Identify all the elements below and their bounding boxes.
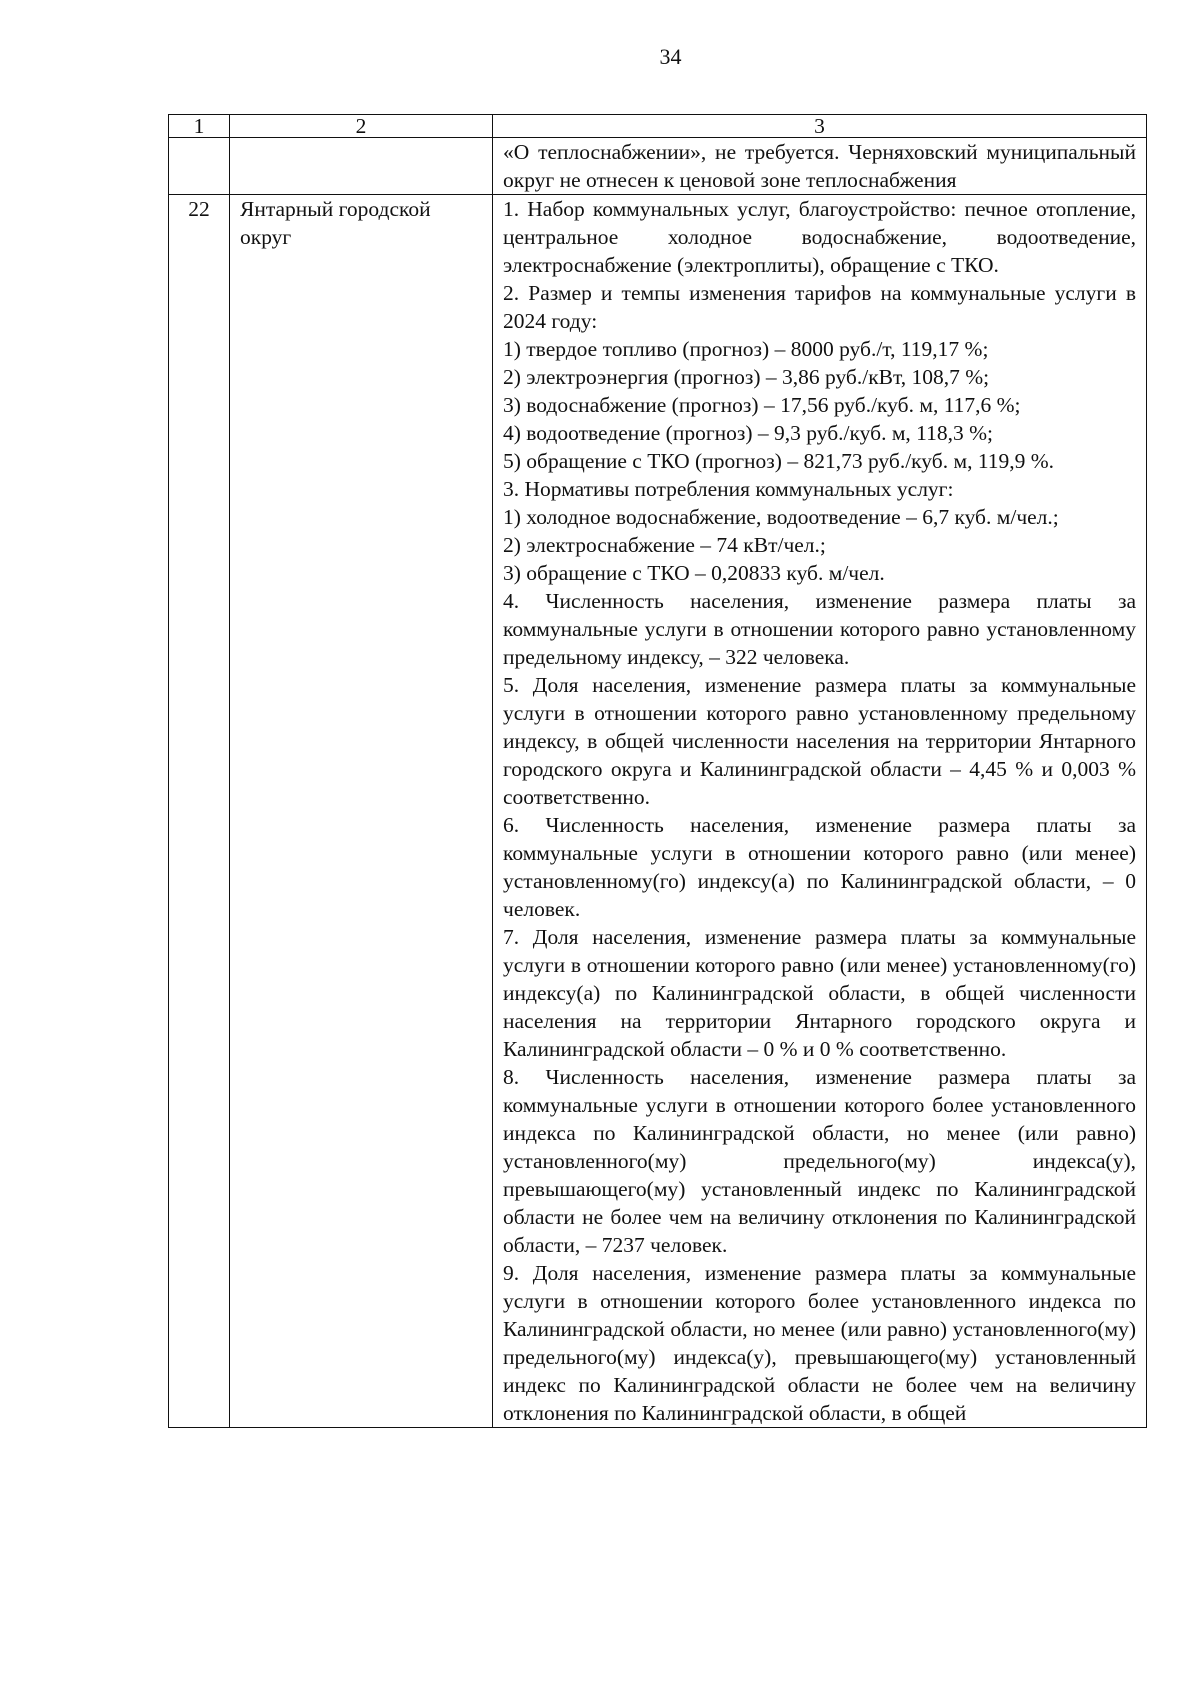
header-col-1: 1 (169, 115, 230, 138)
section-5-share: 5. Доля населения, изменение размера платы за коммунальные услуги в отношении которого равно установленному предельному индексу, в общей численности населения на территории Янтарного городского округа и Калининградской области – 4,45 % и 0,003 % соответственно. (503, 673, 1136, 809)
section-7-share: 7. Доля населения, изменение размера платы за коммунальные услуги в отношении которого равно (или менее) установленному(го) индексу(а) по Калининградской области, в общей численности населения на территории Янтарного городского округа и Калининградской области – 0 % и 0 % соответственно. (503, 925, 1136, 1061)
norm-waste: 3) обращение с ТКО – 0,20833 куб. м/чел. (503, 561, 885, 585)
header-col-2: 2 (230, 115, 493, 138)
tariff-electricity: 2) электроэнергия (прогноз) – 3,86 руб./кВт, 108,7 %; (503, 365, 990, 389)
row-text (493, 195, 1147, 1428)
tariff-water-supply: 3) водоснабжение (прогноз) – 17,56 руб./куб. м, 117,6 %; (503, 393, 1021, 417)
table-row (169, 195, 1147, 1428)
row-number: 22 (169, 195, 230, 1428)
section-4-population: 4. Численность населения, изменение размера платы за коммунальные услуги в отношении которого равно установленному предельному индексу, – 322 человека. (503, 589, 1136, 669)
section-9-share: 9. Доля населения, изменение размера платы за коммунальные услуги в отношении которого более установленного индекса по Калининградской области, но менее (или равно) установленного(му) предельного(му) индекса(у), превышающего(му) установленный индекс по Калининградской области не более чем на величину отклонения по Калининградской области, в общей (503, 1261, 1136, 1425)
section-3-norms: 3. Нормативы потребления коммунальных услуг: (503, 477, 954, 501)
row-number (169, 138, 230, 195)
tariff-water-disposal: 4) водоотведение (прогноз) – 9,3 руб./куб. м, 118,3 %; (503, 421, 994, 445)
section-1-services: 1. Набор коммунальных услуг, благоустройство: печное отопление, центральное холодное водоснабжение, водоотведение, электроснабжение (электроплиты), обращение с ТКО. (503, 197, 1136, 277)
row-name: Янтарный городской округ (230, 195, 493, 1428)
table-row (169, 138, 1147, 195)
row-paragraph: «О теплоснабжении», не требуется. Черняховский муниципальный округ не отнесен к ценовой зоне теплоснабжения (503, 140, 1136, 192)
row-name (230, 138, 493, 195)
norm-water: 1) холодное водоснабжение, водоотведение – 6,7 куб. м/чел.; (503, 505, 1059, 529)
section-6-population: 6. Численность населения, изменение размера платы за коммунальные услуги в отношении которого равно (или менее) установленному(го) индексу(а) по Калининградской области, – 0 человек. (503, 813, 1136, 921)
header-col-3: 3 (493, 115, 1147, 138)
header-row (169, 115, 1147, 138)
section-2-tariffs: 2. Размер и темпы изменения тарифов на коммунальные услуги в 2024 году: (503, 281, 1136, 333)
page-number: 34 (659, 44, 682, 69)
section-8-population: 8. Численность населения, изменение размера платы за коммунальные услуги в отношении которого более установленного индекса по Калининградской области, но менее (или равно) установленного(му) предельного(му) индекса(у), превышающего(му) установленный индекс по Калининградской области не более чем на величину отклонения по Калининградской области, – 7237 человек. (503, 1065, 1136, 1257)
row-text (493, 138, 1147, 195)
norm-electricity: 2) электроснабжение – 74 кВт/чел.; (503, 533, 826, 557)
tariff-solid-fuel: 1) твердое топливо (прогноз) – 8000 руб./т, 119,17 %; (503, 337, 989, 361)
tariff-waste: 5) обращение с ТКО (прогноз) – 821,73 руб./куб. м, 119,9 %. (503, 449, 1055, 473)
data-table (168, 114, 1147, 1428)
table-header (169, 115, 1147, 138)
